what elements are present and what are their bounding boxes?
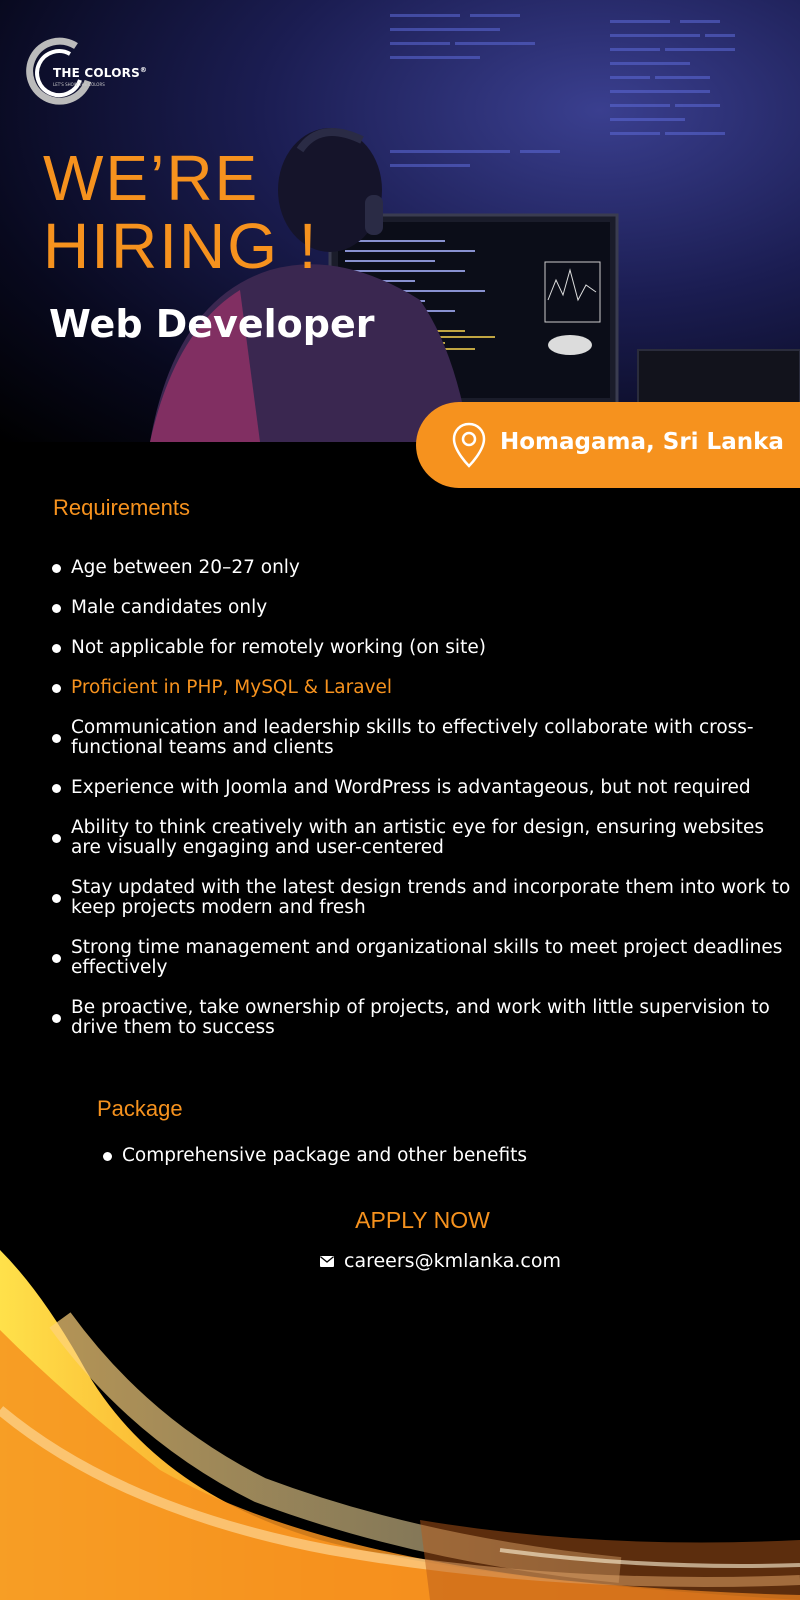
- headline-line-2: HIRING !: [43, 210, 319, 282]
- hero-banner: [0, 0, 800, 442]
- hiring-headline: [43, 144, 319, 280]
- bullet-icon: [52, 834, 61, 843]
- decorative-waves: [0, 1250, 800, 1600]
- email-link[interactable]: careers@kmlanka.com: [344, 1250, 561, 1272]
- list-item: Experience with Joomla and WordPress is advantageous, but not required: [52, 778, 792, 798]
- location-text: Homagama, Sri Lanka: [500, 429, 784, 455]
- list-item: Be proactive, take ownership of projects, and work with little supervision to drive them to success: [52, 998, 792, 1038]
- bullet-icon: [52, 644, 61, 653]
- bullet-icon: [52, 604, 61, 613]
- list-item: Male candidates only: [52, 598, 792, 618]
- list-item-highlighted: Proficient in PHP, MySQL & Laravel: [52, 678, 792, 698]
- package-heading: Package: [97, 1096, 183, 1121]
- job-title: Web Developer: [49, 302, 375, 346]
- logo-text: THE COLORS®: [53, 66, 148, 80]
- bullet-icon: [52, 734, 61, 743]
- bullet-icon: [52, 564, 61, 573]
- location-badge: [416, 402, 800, 488]
- list-item: Ability to think creatively with an artistic eye for design, ensuring websites are visually engaging and user-centered: [52, 818, 792, 858]
- bullet-icon: [52, 784, 61, 793]
- bullet-icon: [52, 1014, 61, 1023]
- requirements-heading: Requirements: [53, 495, 190, 520]
- map-pin-icon: [452, 422, 486, 468]
- list-item: Comprehensive package and other benefits: [103, 1146, 527, 1166]
- apply-now-heading: APPLY NOW: [355, 1207, 490, 1233]
- list-item: Communication and leadership skills to effectively collaborate with cross-functional teams and clients: [52, 718, 792, 758]
- package-list: [103, 1146, 527, 1186]
- bullet-icon: [103, 1152, 112, 1161]
- bullet-icon: [52, 894, 61, 903]
- bullet-icon: [52, 684, 61, 693]
- list-item: Strong time management and organizational skills to meet project deadlines effectively: [52, 938, 792, 978]
- headline-line-1: WE’RE: [43, 142, 260, 214]
- list-item: Age between 20–27 only: [52, 558, 792, 578]
- bullet-icon: [52, 954, 61, 963]
- logo-tagline: LET'S SHOW THE COLORS: [53, 82, 105, 87]
- requirements-list: [52, 558, 792, 1058]
- list-item: Stay updated with the latest design trends and incorporate them into work to keep projects modern and fresh: [52, 878, 792, 918]
- list-item: Not applicable for remotely working (on site): [52, 638, 792, 658]
- brand-logo[interactable]: [26, 36, 166, 106]
